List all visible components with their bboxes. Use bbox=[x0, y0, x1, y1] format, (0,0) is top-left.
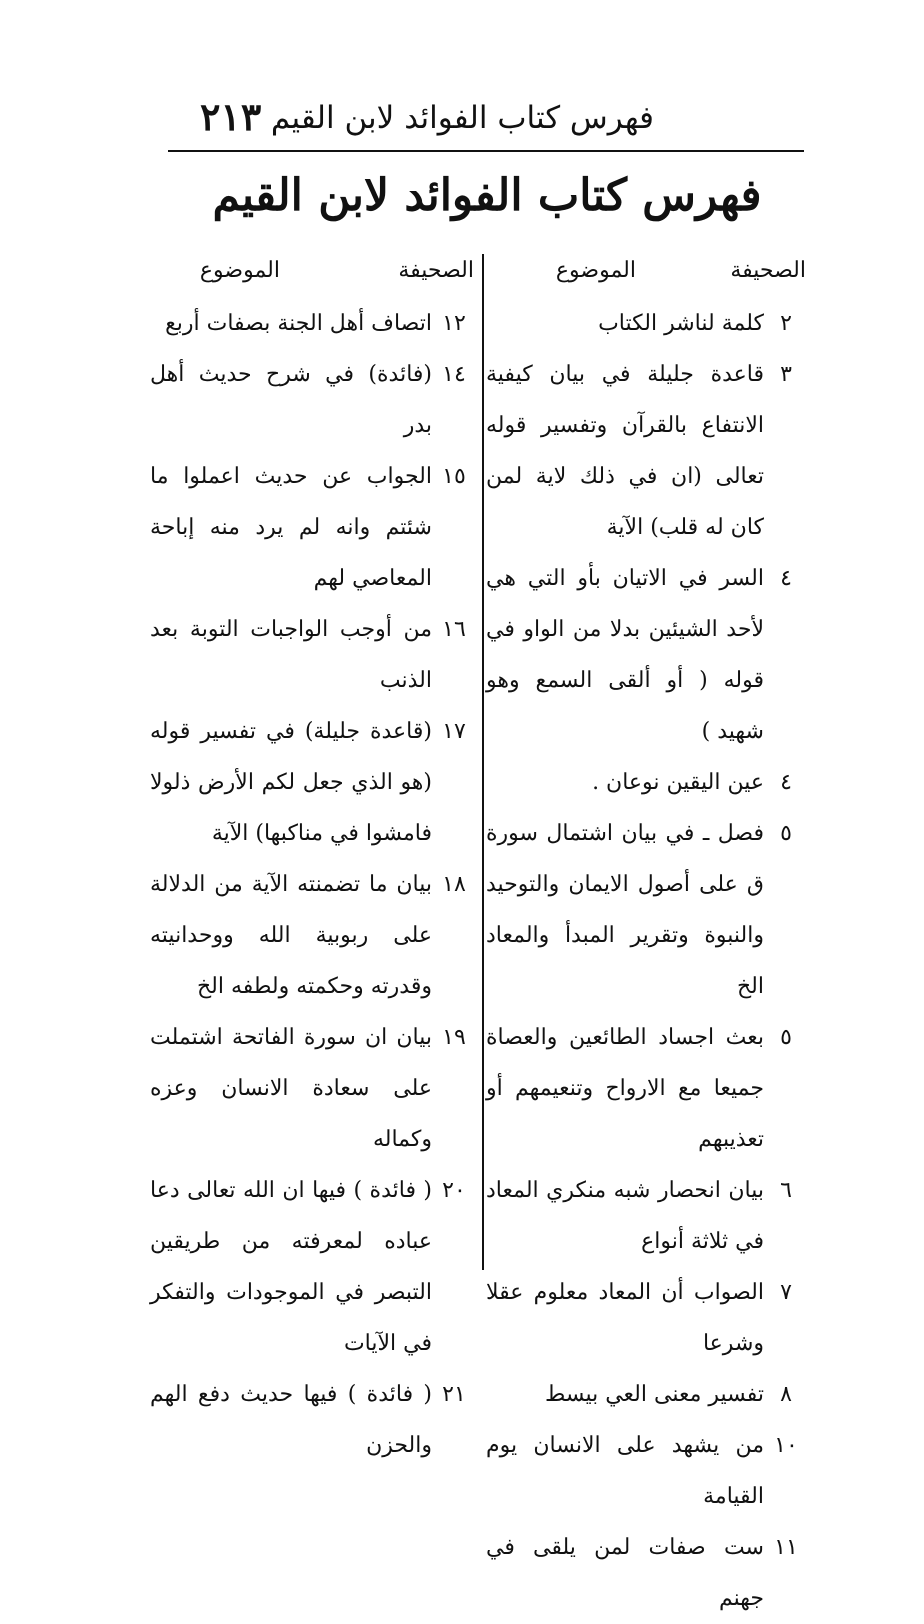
index-entry bbox=[150, 349, 476, 451]
entry-page-number: ٢٠ bbox=[442, 1178, 466, 1203]
entry-topic: قاعدة جليلة في بيان كيفية الانتفاع بالقرآن وتفسير قوله تعالى (ان في ذلك لاية لمن كان له قلب) الآية bbox=[486, 362, 764, 540]
index-entry bbox=[150, 298, 476, 349]
entry-topic: اتصاف أهل الجنة بصفات أربع bbox=[165, 311, 432, 336]
entry-page-number: ١٥ bbox=[442, 464, 466, 489]
index-column-left bbox=[150, 258, 476, 1471]
index-entry bbox=[486, 1369, 808, 1420]
index-list-left bbox=[150, 298, 476, 1471]
running-header bbox=[168, 88, 804, 152]
page-number: ٢١٣ bbox=[200, 94, 262, 139]
entry-topic: بيان ان سورة الفاتحة اشتملت على سعادة الانسان وعزه وكماله bbox=[150, 1025, 432, 1152]
entry-page-number: ١٦ bbox=[442, 617, 466, 642]
entry-topic: من أوجب الواجبات التوبة بعد الذنب bbox=[150, 617, 432, 693]
entry-page-number: ٤ bbox=[780, 566, 792, 591]
entry-topic: الصواب أن المعاد معلوم عقلا وشرعا bbox=[486, 1280, 764, 1356]
entry-topic: السر في الاتيان بأو التي هي لأحد الشيئين بدلا من الواو في قوله ( أو ألقى السمع وهو شهيد ) bbox=[486, 566, 764, 744]
index-entry bbox=[150, 1369, 476, 1471]
entry-topic: ست صفات لمن يلقى في جهنم bbox=[486, 1535, 764, 1611]
entry-page-number: ١٨ bbox=[442, 872, 466, 897]
entry-page-number: ٢١ bbox=[442, 1382, 466, 1407]
column-header-right bbox=[486, 258, 808, 298]
entry-page-number: ٣ bbox=[780, 362, 792, 387]
running-title: فهرس كتاب الفوائد لابن القيم bbox=[270, 100, 654, 136]
topic-column-label: الموضوع bbox=[199, 258, 280, 283]
entry-topic: بيان انحصار شبه منكري المعاد في ثلاثة أنواع bbox=[486, 1178, 764, 1254]
entry-topic: تفسير معنى العي بيسط bbox=[544, 1382, 764, 1407]
entry-page-number: ١٩ bbox=[442, 1025, 466, 1050]
index-entry bbox=[150, 859, 476, 1012]
topic-column-label: الموضوع bbox=[555, 258, 636, 283]
index-entry bbox=[486, 757, 808, 808]
entry-topic: (فائدة) في شرح حديث أهل بدر bbox=[150, 362, 432, 438]
page-column-label: الصحيفة bbox=[730, 258, 806, 283]
entry-page-number: ٦ bbox=[780, 1178, 792, 1203]
entry-page-number: ١٧ bbox=[442, 719, 466, 744]
index-list-right bbox=[486, 298, 808, 1624]
entry-page-number: ٨ bbox=[780, 1382, 792, 1407]
entry-topic: فصل ـ في بيان اشتمال سورة ق على أصول الايمان والتوحيد والنبوة وتقرير المبدأ والمعاد الخ bbox=[486, 821, 764, 999]
index-entry bbox=[486, 1012, 808, 1165]
index-entry bbox=[486, 298, 808, 349]
entry-topic: كلمة لناشر الكتاب bbox=[598, 311, 764, 336]
index-entry bbox=[486, 1165, 808, 1267]
page-column-label: الصحيفة bbox=[398, 258, 474, 283]
entry-topic: عين اليقين نوعان . bbox=[592, 770, 764, 795]
entry-page-number: ٥ bbox=[780, 821, 792, 846]
index-column-right bbox=[486, 258, 808, 1624]
entry-topic: الجواب عن حديث اعملوا ما شئتم وانه لم يرد منه إباحة المعاصي لهم bbox=[150, 464, 432, 591]
index-entry bbox=[486, 1267, 808, 1369]
index-entry bbox=[486, 1420, 808, 1522]
entry-page-number: ٧ bbox=[780, 1280, 792, 1305]
entry-topic: ( فائدة ) فيها حديث دفع الهم والحزن bbox=[150, 1382, 432, 1458]
entry-page-number: ٥ bbox=[780, 1025, 792, 1050]
entry-page-number: ١٢ bbox=[442, 311, 466, 336]
index-entry bbox=[150, 1012, 476, 1165]
index-entry bbox=[486, 1522, 808, 1624]
index-entry bbox=[486, 349, 808, 553]
index-entry bbox=[486, 808, 808, 1012]
entry-page-number: ١٠ bbox=[774, 1433, 798, 1458]
page-title: فهرس كتاب الفوائد لابن القيم bbox=[212, 170, 762, 221]
index-entry bbox=[150, 604, 476, 706]
entry-page-number: ٤ bbox=[780, 770, 792, 795]
column-divider bbox=[482, 254, 484, 1270]
entry-page-number: ١٤ bbox=[442, 362, 466, 387]
entry-page-number: ٢ bbox=[780, 311, 792, 336]
entry-topic: بعث اجساد الطائعين والعصاة جميعا مع الارواح وتنعيمهم أو تعذيبهم bbox=[486, 1025, 764, 1152]
index-entry bbox=[150, 706, 476, 859]
entry-topic: (قاعدة جليلة) في تفسير قوله (هو الذي جعل لكم الأرض ذلولا فامشوا في مناكبها) الآية bbox=[150, 719, 432, 846]
index-entry bbox=[150, 451, 476, 604]
entry-topic: ( فائدة ) فيها ان الله تعالى دعا عباده لمعرفته من طريقين التبصر في الموجودات والتفكر في الآيات bbox=[150, 1178, 432, 1356]
entry-topic: من يشهد على الانسان يوم القيامة bbox=[486, 1433, 764, 1509]
column-header-left bbox=[150, 258, 476, 298]
index-entry bbox=[486, 553, 808, 757]
entry-page-number: ١١ bbox=[774, 1535, 798, 1560]
index-entry bbox=[150, 1165, 476, 1369]
entry-topic: بيان ما تضمنته الآية من الدلالة على ربوبية الله ووحدانيته وقدرته وحكمته ولطفه الخ bbox=[150, 872, 432, 999]
